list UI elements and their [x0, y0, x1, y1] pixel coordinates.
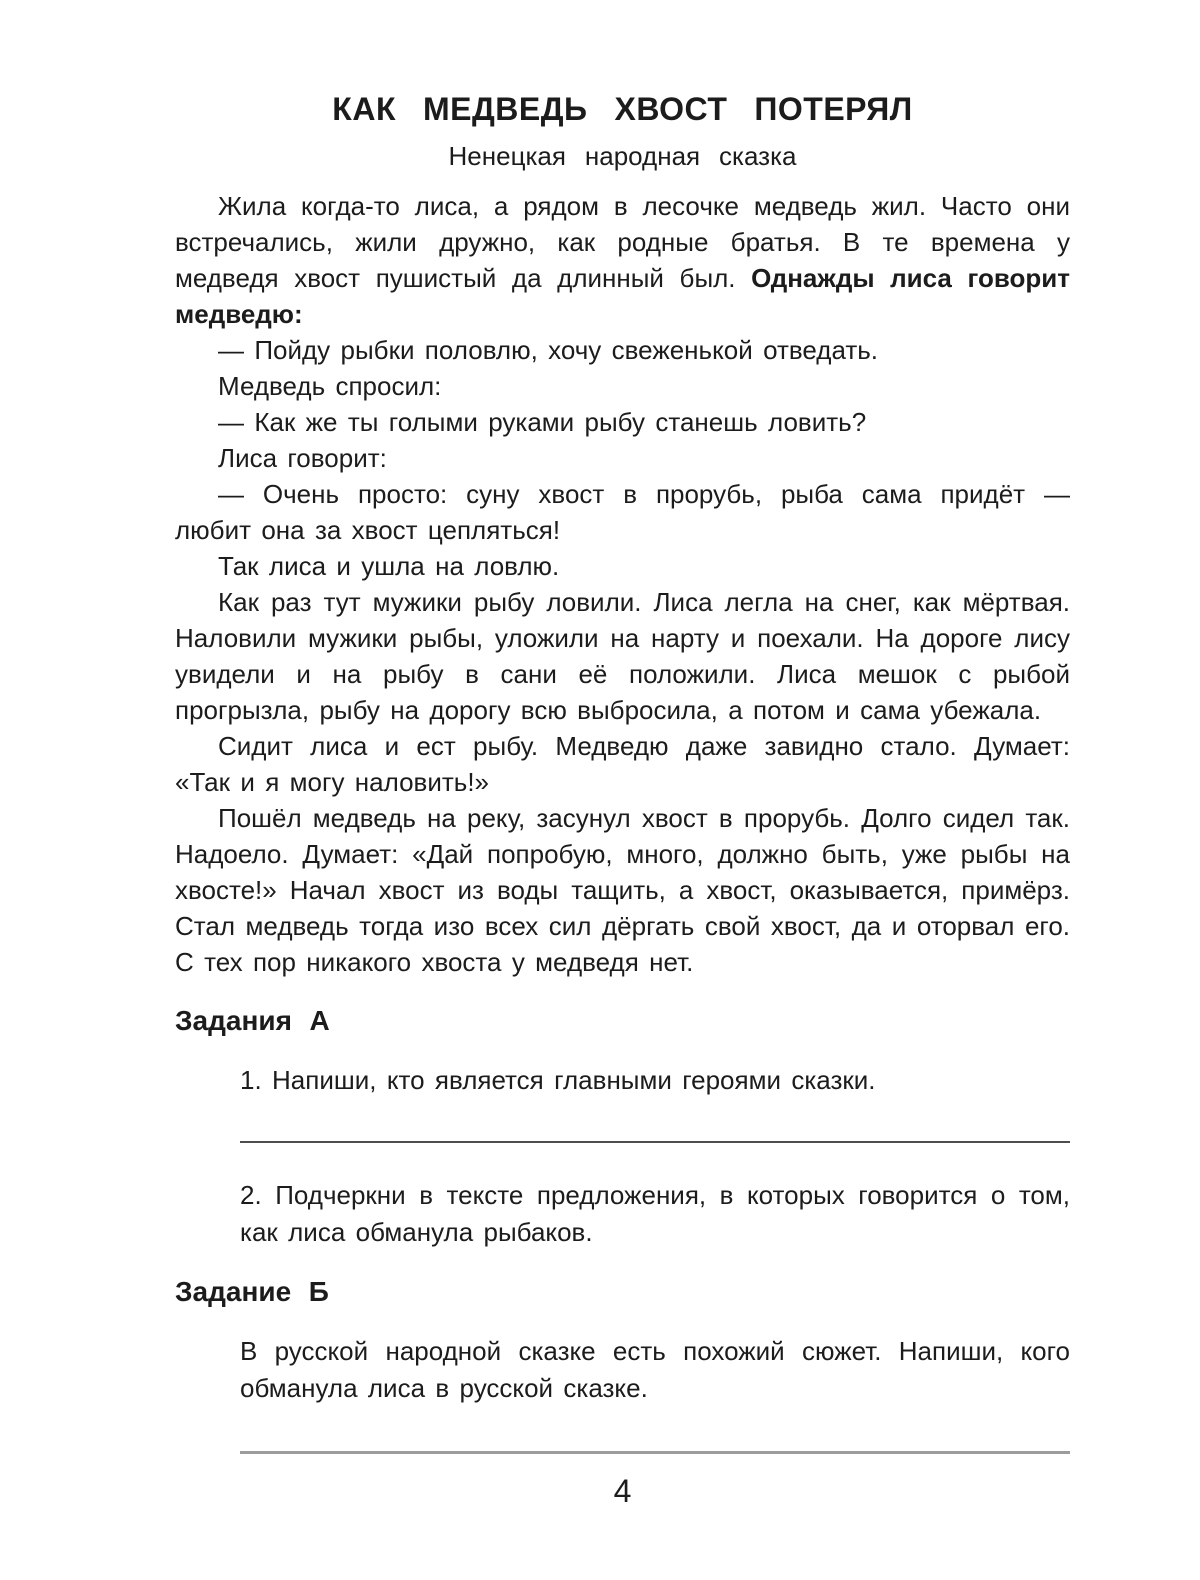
story-paragraph: — Пойду рыбки половлю, хочу свеженькой отведать.: [218, 335, 879, 366]
spacer: [175, 1143, 1070, 1177]
page-number: 4: [613, 1472, 632, 1509]
story-paragraph: — Очень просто: суну хвост в прорубь, рыба сама придёт — любит она за хвост цепляться!: [175, 479, 1070, 546]
task-item-b: В русской народной сказке есть похожий сюжет. Напиши, кого обманула лиса в русской сказке.: [240, 1335, 1070, 1403]
story-paragraph-bold-phrase: Однажды лиса говорит медведю:: [175, 263, 1070, 330]
page-title: КАК МЕДВЕДЬ ХВОСТ ПОТЕРЯЛ: [332, 91, 913, 127]
task-item-2: 2. Подчеркни в тексте предложения, в которых говорится о том, как лиса обманула рыбаков.: [240, 1179, 1070, 1247]
story-paragraph-lead: Жила когда-то лиса, а рядом в лесочке медведь жил. Часто они встречались, жили дружно, как родные братья. В те времена у медведя хвост пушистый да длинный был.: [175, 191, 1070, 294]
story-paragraph: Пошёл медведь на реку, засунул хвост в прорубь. Долго сидел так. Надоело. Думает: «Дай попробую, много, должно быть, уже рыбы на хвосте!» Начал хвост из воды тащить, а хвост, оказывается, примёрз. Стал медведь тогда изо всех сил дёргать свой хвост, да и оторвал его. С тех пор никакого хвоста у медведя нет.: [175, 803, 1070, 978]
tasks-a-heading: Задания А: [175, 1005, 330, 1037]
story-paragraph: Как раз тут мужики рыбу ловили. Лиса легла на снег, как мёртвая. Наловили мужики рыбы, уложили на нарту и поехали. На дороге лису увидели и на рыбу в сани её положили. Лиса мешок с рыбой прогрызла, рыбу на дорогу всю выбросила, а потом и сама убежала.: [175, 587, 1070, 726]
task-item-1: 1. Напиши, кто является главными героями сказки.: [240, 1064, 876, 1095]
story-paragraph: Медведь спросил:: [218, 371, 442, 402]
page-subtitle: Ненецкая народная сказка: [448, 141, 797, 172]
story-paragraph: [175, 188, 1070, 332]
story-paragraph: Лиса говорит:: [218, 443, 387, 474]
story-paragraph: — Как же ты голыми руками рыбу станешь ловить?: [218, 407, 867, 438]
answer-line-2[interactable]: [240, 1451, 1070, 1454]
story-paragraph: Так лиса и ушла на ловлю.: [218, 551, 560, 582]
task-b-heading: Задание Б: [175, 1275, 329, 1307]
story-text: [175, 188, 1070, 980]
story-paragraph: Сидит лиса и ест рыбу. Медведю даже завидно стало. Думает: «Так и я могу наловить!»: [175, 731, 1070, 798]
